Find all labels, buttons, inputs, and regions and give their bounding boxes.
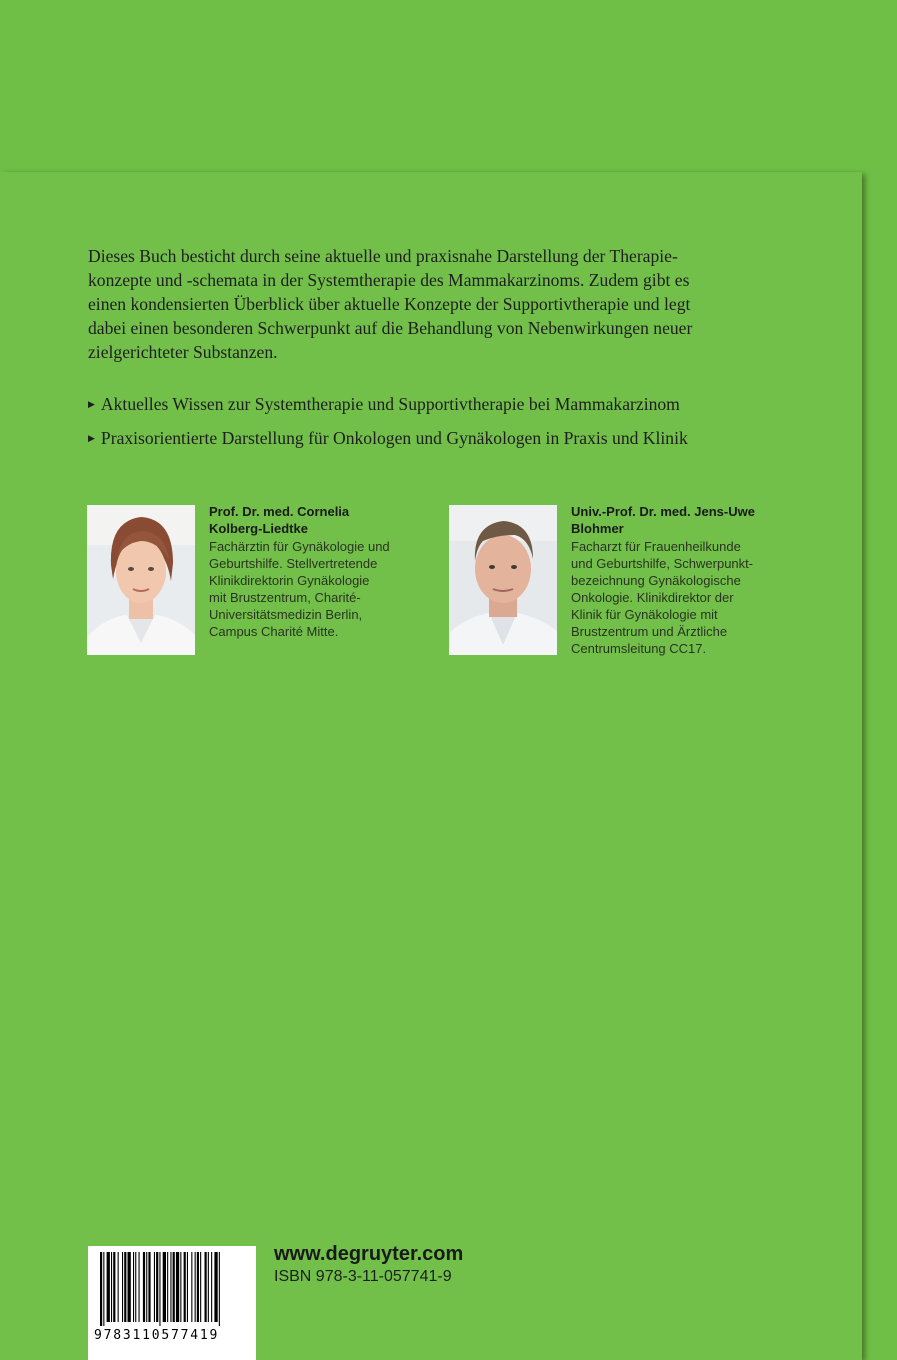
intro-line: einen kondensierten Überblick über aktuelle Konzepte der Supportivtherapie und legt — [88, 294, 691, 314]
bullet-item-1 — [88, 393, 868, 415]
author-bio-line: Universitätsmedizin Berlin, — [209, 607, 363, 622]
isbn-number: ISBN 978-3-11-057741-9 — [274, 1268, 452, 1285]
author-bio-line: Centrumsleitung CC17. — [571, 641, 707, 656]
author-bio-line: Brustzentrum und Ärztliche — [571, 624, 728, 639]
triangle-bullet-icon: ▶ — [88, 399, 95, 409]
author-bio-line: Klinikdirektorin Gynäkologie — [209, 573, 370, 588]
author-bio-line: mit Brustzentrum, Charité- — [209, 590, 361, 605]
intro-line: konzepte und -schemata in der Systemtherapie des Mammakarzinoms. Zudem gibt es — [88, 270, 690, 290]
barcode-digits: 9783110577419 — [94, 1328, 220, 1343]
intro-line: Dieses Buch besticht durch seine aktuelle und praxisnahe Darstellung der Therapie- — [88, 246, 678, 266]
intro-paragraph — [88, 244, 788, 364]
author-name-kolberg-liedtke — [209, 503, 349, 537]
author-name-line: Prof. Dr. med. Cornelia — [209, 504, 350, 519]
author-bio-kolberg-liedtke — [209, 538, 390, 640]
author-bio-line: Campus Charité Mitte. — [209, 624, 339, 639]
bullet-text: Praxisorientierte Darstellung für Onkologen und Gynäkologen in Praxis und Klinik — [100, 428, 688, 448]
bullet-item-2 — [88, 427, 868, 449]
isbn-barcode — [88, 1246, 256, 1360]
author-bio-line: bezeichnung Gynäkologische — [571, 573, 741, 588]
author-bio-line: Facharzt für Frauenheilkunde — [571, 539, 741, 554]
author-photo-kolberg-liedtke — [87, 505, 195, 655]
bullet-text: Aktuelles Wissen zur Systemtherapie und Supportivtherapie bei Mammakarzinom — [100, 394, 680, 414]
author-name-line: Univ.-Prof. Dr. med. Jens-Uwe — [571, 504, 755, 519]
intro-line: dabei einen besonderen Schwerpunkt auf die Behandlung von Nebenwirkungen neuer — [88, 318, 693, 338]
intro-line: zielgerichteter Substanzen. — [88, 342, 278, 362]
author-name-blohmer — [571, 503, 755, 537]
author-bio-line: Geburtshilfe. Stellvertretende — [209, 556, 378, 571]
author-name-line: Kolberg-Liedtke — [209, 521, 308, 536]
author-bio-line: und Geburtshilfe, Schwerpunkt- — [571, 556, 754, 571]
author-photo-blohmer — [449, 505, 557, 655]
publisher-website-link[interactable]: www.degruyter.com — [274, 1243, 464, 1265]
barcode-bars-icon — [100, 1252, 244, 1326]
author-bio-line: Klinik für Gynäkologie mit — [571, 607, 718, 622]
author-name-line: Blohmer — [571, 521, 624, 536]
triangle-bullet-icon: ▶ — [88, 433, 95, 443]
author-bio-line: Fachärztin für Gynäkologie und — [209, 539, 390, 554]
author-bio-line: Onkologie. Klinikdirektor der — [571, 590, 734, 605]
author-bio-blohmer — [571, 538, 753, 657]
